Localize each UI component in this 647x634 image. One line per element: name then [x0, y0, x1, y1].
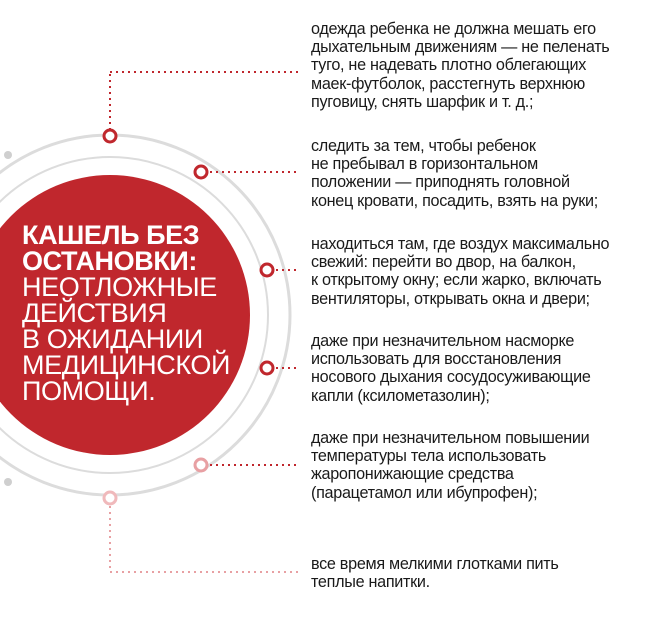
advice-6-line-1: все время мелкими глотками пить	[311, 555, 559, 573]
advice-4-line-2: использовать для восстановления	[311, 350, 562, 369]
advice-5-line-3: жаропонижающие средства	[311, 465, 514, 484]
advice-3-line-4: вентиляторы, открывать окна и двери;	[311, 289, 590, 308]
advice-5-line-1: даже при незначительном повышении	[311, 429, 590, 447]
advice-1-line-2: дыхательным движениям — не пеленать	[311, 38, 610, 57]
advice-item-1	[311, 20, 641, 111]
node-3	[261, 264, 273, 276]
advice-4-line-3: носового дыхания сосудосуживающие	[311, 368, 591, 387]
advice-item-2	[311, 137, 641, 210]
title-bold-line-2: ОСТАНОВКИ:	[22, 246, 197, 276]
node-6	[104, 492, 116, 504]
connector-6	[104, 492, 298, 572]
advice-2-line-1: следить за тем, чтобы ребенок	[311, 137, 536, 155]
advice-1-line-4: маек-футболок, расстегнуть верхнюю	[311, 74, 585, 93]
edge-dot-bottom	[4, 478, 12, 486]
advice-1-line-3: туго, не надевать плотно облегающих	[311, 56, 587, 75]
advice-1-line-1: одежда ребенка не должна мешать его	[311, 20, 596, 38]
advice-3-line-3: к открытому окну; если жарко, включать	[311, 271, 602, 290]
advice-5-line-2: температуры тела использовать	[311, 447, 546, 466]
title-block	[22, 222, 262, 404]
node-5	[195, 459, 207, 471]
advice-item-5	[311, 429, 641, 502]
node-2	[195, 166, 207, 178]
title-light-line-3: В ОЖИДАНИИ	[22, 324, 203, 354]
advice-6-line-2: теплые напитки.	[311, 573, 430, 592]
connector-1	[104, 72, 298, 142]
advice-item-4	[311, 332, 641, 405]
advice-5-line-4: (парацетамол или ибупрофен);	[311, 483, 538, 502]
advice-2-line-4: конец кровати, посадить, взять на руки;	[311, 191, 599, 210]
title-light-line-1: НЕОТЛОЖНЫЕ	[22, 272, 217, 302]
title-light-line-5: ПОМОЩИ.	[22, 376, 156, 406]
advice-4-line-1: даже при незначительном насморке	[311, 332, 575, 350]
advice-3-line-1: находиться там, где воздух максимально	[311, 235, 610, 253]
title-light-line-4: МЕДИЦИНСКОЙ	[22, 350, 231, 380]
advice-4-line-4: капли (ксилометазолин);	[311, 386, 490, 405]
title-bold-line-1: КАШЕЛЬ БЕЗ	[22, 220, 200, 250]
advice-item-6	[311, 555, 641, 591]
advice-1-line-5: пуговицу, снять шарфик и т. д.;	[311, 92, 534, 111]
connector-3	[261, 264, 298, 276]
node-4	[261, 362, 273, 374]
advice-3-line-2: свежий: перейти во двор, на балкон,	[311, 253, 576, 272]
edge-dot-top	[4, 151, 12, 159]
title-light-line-2: ДЕЙСТВИЯ	[22, 298, 167, 328]
connector-5	[195, 459, 298, 471]
advice-2-line-2: не пребывал в горизонтальном	[311, 155, 538, 174]
advice-2-line-3: положении — приподнять головной	[311, 173, 570, 192]
node-1	[104, 130, 116, 142]
advice-item-3	[311, 235, 641, 308]
connector-2	[195, 166, 298, 178]
